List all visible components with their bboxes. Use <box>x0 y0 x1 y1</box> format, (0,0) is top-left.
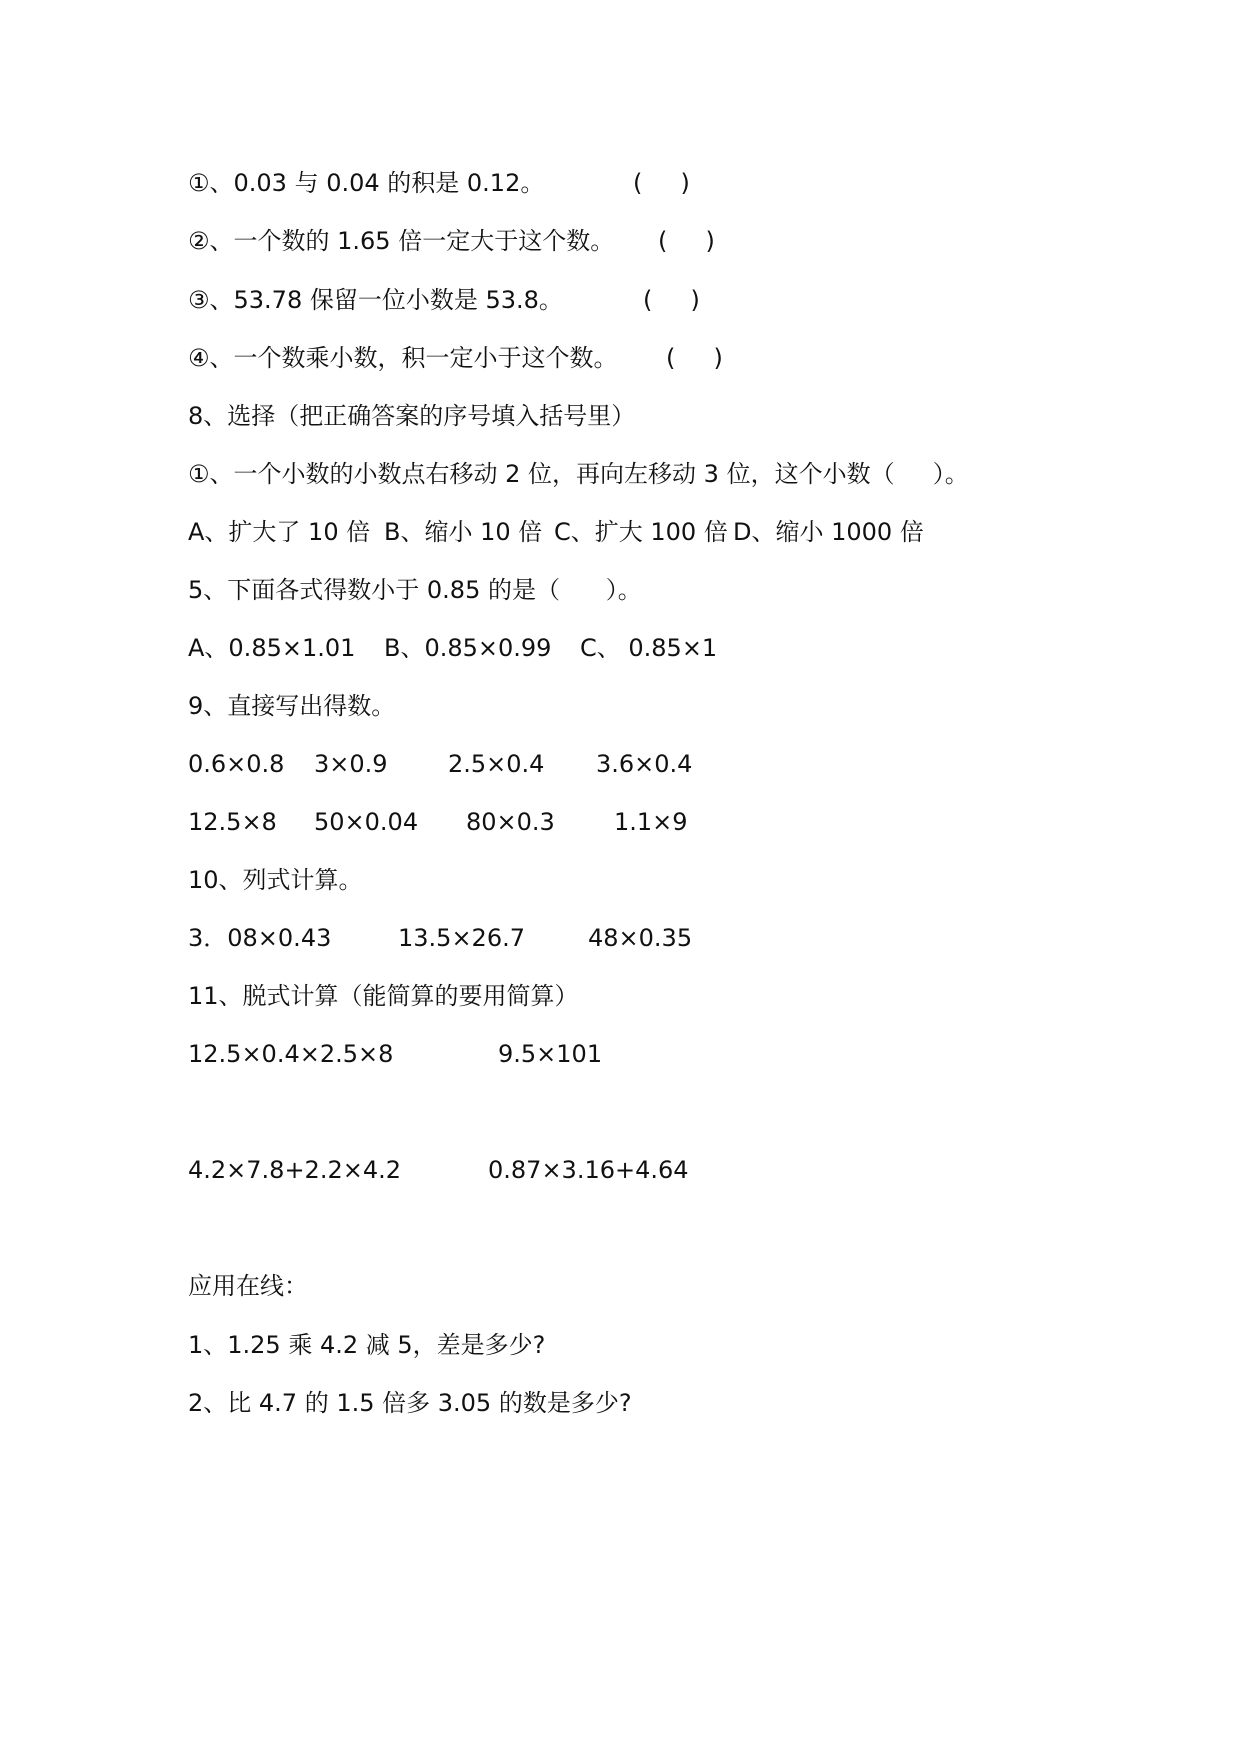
stepwise-heading: 11、脱式计算（能简算的要用简算） <box>188 982 579 1010</box>
judge-item-1-text: ①、0.03 与 0.04 的积是 0.12。 <box>188 169 545 197</box>
expression: 12.5×8 <box>188 808 277 836</box>
judge-item-1 <box>188 163 690 203</box>
expression: 0.6×0.8 <box>188 750 285 778</box>
expression: 13.5×26.7 <box>398 924 525 952</box>
expression: 3.6×0.4 <box>596 750 693 778</box>
expression: 3×0.9 <box>314 750 388 778</box>
expression: 80×0.3 <box>466 808 555 836</box>
option-a: A、扩大了 10 倍 <box>188 518 371 546</box>
expression: 1.1×9 <box>614 808 688 836</box>
option-b: B、0.85×0.99 <box>384 634 552 662</box>
expression: 48×0.35 <box>588 924 693 952</box>
option-c: C、扩大 100 倍 <box>554 518 728 546</box>
judge-item-2-bracket: ( ) <box>658 227 715 255</box>
application-question-1: 1、1.25 乘 4.2 减 5，差是多少? <box>188 1331 546 1359</box>
option-b: B、缩小 10 倍 <box>384 518 543 546</box>
stepwise-row-2 <box>188 1150 689 1190</box>
application-question-2: 2、比 4.7 的 1.5 倍多 3.05 的数是多少? <box>188 1389 632 1417</box>
choice-question-2: 5、下面各式得数小于 0.85 的是（ ）。 <box>188 576 642 604</box>
expression: 0.87×3.16+4.64 <box>488 1156 689 1184</box>
option-c: C、 0.85×1 <box>580 634 718 662</box>
expression: 12.5×0.4×2.5×8 <box>188 1040 394 1068</box>
expression: 50×0.04 <box>314 808 419 836</box>
direct-row-1 <box>188 744 693 784</box>
expression: 3．08×0.43 <box>188 924 332 952</box>
direct-row-2 <box>188 802 688 842</box>
judge-item-4 <box>188 338 723 378</box>
judge-item-4-text: ④、一个数乘小数，积一定小于这个数。 <box>188 344 618 372</box>
judge-item-1-bracket: ( ) <box>633 169 690 197</box>
judge-item-3-text: ③、53.78 保留一位小数是 53.8。 <box>188 286 563 314</box>
judge-item-2 <box>188 221 715 261</box>
expression: 2.5×0.4 <box>448 750 545 778</box>
judge-item-3 <box>188 280 700 320</box>
stepwise-row-1 <box>188 1034 603 1074</box>
judge-item-2-text: ②、一个数的 1.65 倍一定大于这个数。 <box>188 227 615 255</box>
choice-question-1: ①、一个小数的小数点右移动 2 位，再向左移动 3 位，这个小数（ ）。 <box>188 460 969 488</box>
option-a: A、0.85×1.01 <box>188 634 356 662</box>
application-heading: 应用在线： <box>188 1272 308 1300</box>
choice-question-2-options <box>188 628 718 668</box>
vertical-row <box>188 918 693 958</box>
vertical-heading: 10、列式计算。 <box>188 866 363 894</box>
expression: 9.5×101 <box>498 1040 603 1068</box>
judge-item-4-bracket: ( ) <box>666 344 723 372</box>
choice-heading: 8、选择（把正确答案的序号填入括号里） <box>188 402 636 430</box>
judge-item-3-bracket: ( ) <box>643 286 700 314</box>
option-d: D、缩小 1000 倍 <box>733 518 924 546</box>
choice-question-1-options <box>188 512 924 552</box>
expression: 4.2×7.8+2.2×4.2 <box>188 1156 401 1184</box>
direct-heading: 9、直接写出得数。 <box>188 692 396 720</box>
